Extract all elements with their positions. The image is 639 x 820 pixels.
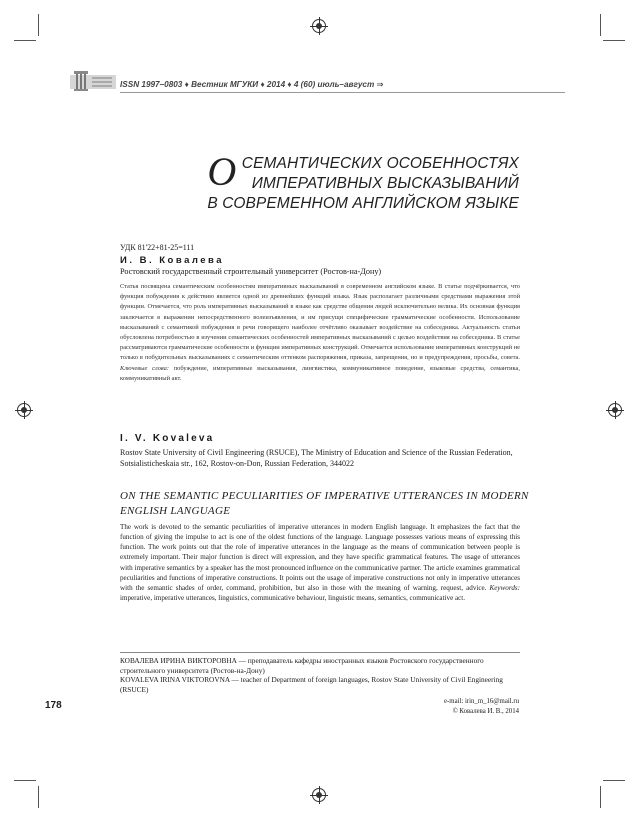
- keywords-ru: побуждение, императивные высказывания, лингвистика, коммуникативное поведение, языковые средства, семантика, коммуникативный акт.: [120, 364, 520, 382]
- crop-mark: [14, 780, 36, 781]
- abstract-ru: [120, 282, 520, 384]
- crop-mark: [600, 14, 601, 36]
- registration-mark-icon: [312, 788, 326, 802]
- registration-mark-icon: [17, 403, 31, 417]
- crop-mark: [38, 786, 39, 808]
- registration-mark-icon: [608, 403, 622, 417]
- crop-mark: [600, 786, 601, 808]
- article-title-en: ON THE SEMANTIC PECULIARITIES OF IMPERATIVE UTTERANCES IN MODERN ENGLISH LANGUAGE: [120, 490, 529, 517]
- crop-mark: [603, 40, 625, 41]
- keywords-ru-label: Ключевые слова:: [120, 364, 169, 372]
- article-title-ru: [207, 149, 519, 214]
- abstract-en-body: The work is devoted to the semantic peculiarities of imperative utterances in modern English language. It emphasizes the fact that the function of giving the impulse to act is one of the oldest functions of the language. Language possesses various means of expressing this function. The work points out that the role of imperative utterances in the language as the means of communication between people is extremely important. Their major function is direct will expression, and they have specific grammatical features. The usage of utterances with imperative semantics by a speaker has the most pronounced influence on the communicative partner. The article examines grammatical peculiarities and functions of imperative constructions. It points out the usage of imperative constructions not only in imperative utterances with the semantic shades of order, command, prohibition, but also in those with the meaning of warning, request, advice.: [120, 523, 520, 592]
- page-number: 178: [45, 700, 62, 711]
- author-name-en: I. V. Kovaleva: [120, 433, 215, 444]
- author-email: e-mail: irin_m_16@mail.ru: [444, 698, 519, 705]
- crop-mark: [603, 780, 625, 781]
- author-info-ru: КОВАЛЕВА ИРИНА ВИКТОРОВНА — преподаватель кафедры иностранных языков Ростовского государственного строительного университета (Ростов-на-Дону): [120, 656, 484, 675]
- crop-mark: [38, 14, 39, 36]
- abstract-en: [120, 522, 520, 603]
- journal-logo-icon: [70, 68, 116, 96]
- abstract-ru-body: Статья посвящена семантическим особенностям императивных высказываний в современном английском языке. В статье подчёркивается, что функция побуждения к действию является одной из древнейших функций языка. Язык располагает различными средствами выражения этой функции. Отмечается, что роль императивных высказываний в языке как средстве общения людей исключительно велика. Их основная функция заключается в выражении непосредственного волеизъявления, и им присущи специфические грамматические особенности. Использование высказываний с семантикой побуждения в речи говорящего наиболее отчётливо оказывает воздействие на собеседника. Актуальность статьи обусловлена потребностью в изучении семантических особенностей императивных высказываний с целью воздействия на собеседника. В статье рассматриваются грамматические особенности и функции императивных конструкций. Отмечается использование императивных конструкций не только в побудительных высказываниях с семантическим оттенком распоряжения, приказа, запрещения, но и предупреждения, просьбы, совета.: [120, 283, 520, 362]
- author-name-ru: И. В. Ковалева: [120, 255, 225, 266]
- journal-header: ISSN 1997–0803 ♦ Вестник МГУКИ ♦ 2014 ♦ 4 (60) июль–август ⇒: [120, 80, 384, 89]
- udk-code: УДК 81'22+81-25=111: [120, 243, 195, 252]
- title-line: СЕМАНТИЧЕСКИХ ОСОБЕННОСТЯХ: [241, 155, 519, 172]
- affiliation-ru: Ростовский государственный строительный университет (Ростов-на-Дону): [120, 267, 382, 276]
- contact-block: [444, 697, 519, 716]
- title-line: ИМПЕРАТИВНЫХ ВЫСКАЗЫВАНИЙ: [251, 175, 519, 192]
- copyright: © Ковалева И. В., 2014: [452, 707, 519, 715]
- author-info-en: KOVALEVA IRINA VIKTOROVNA — teacher of Department of foreign languages, Rostov State University of Civil Engineering (RSUCE): [120, 675, 503, 694]
- crop-mark: [14, 40, 36, 41]
- title-line: В СОВРЕМЕННОМ АНГЛИЙСКОМ ЯЗЫКЕ: [207, 195, 519, 212]
- registration-mark-icon: [312, 19, 326, 33]
- affiliation-en: Rostov State University of Civil Engineering (RSUCE), The Ministry of Education and Science of the Russian Federation, Sotsialisticheskaia str., 162, Rostov-on-Don, Russian Federation, 344022: [120, 448, 513, 468]
- keywords-en: imperative, imperative utterances, linguistics, communicative behaviour, linguistic means, semantics, communicative act.: [120, 594, 466, 603]
- keywords-en-label: Keywords:: [489, 583, 520, 592]
- title-drop-letter: О: [207, 149, 237, 194]
- author-info: [120, 656, 520, 694]
- header-rule: [120, 92, 565, 93]
- footnote-rule: [120, 652, 520, 653]
